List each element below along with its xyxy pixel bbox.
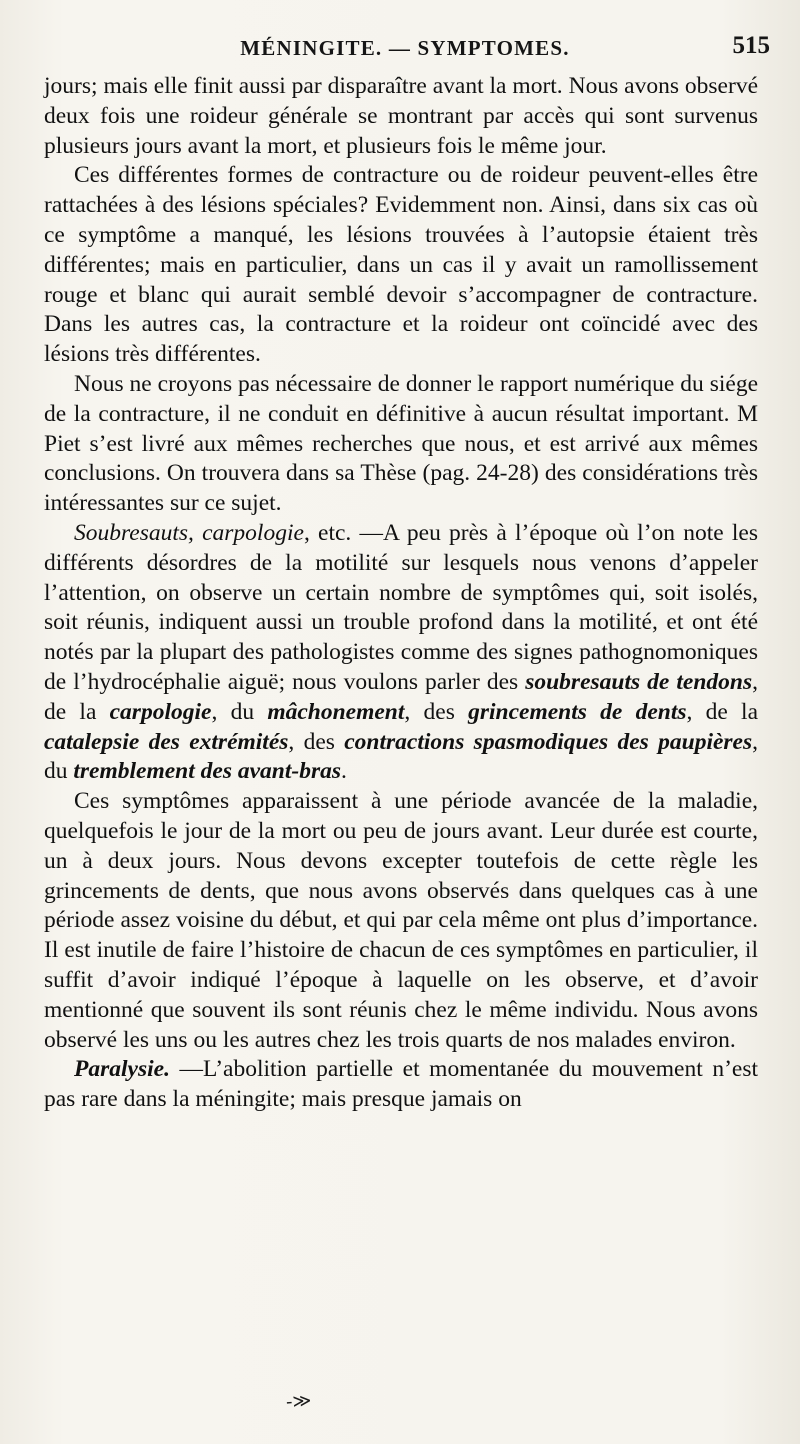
body-text: [44, 72, 758, 1115]
emphasis-carpologie: carpologie: [109, 698, 212, 725]
emphasis-soubresauts: soubresauts de tendons: [525, 668, 753, 695]
section-lead-paralysie: Paralysie.: [74, 1056, 170, 1083]
paragraph-4-text-4: , des: [404, 698, 469, 725]
paragraph-3: [44, 370, 758, 519]
page-header: [40, 30, 770, 70]
paragraph-3-text: Nous ne croyons pas nécessaire de donner le rapport numérique du siége de la contracture, il ne conduit en définitive à aucun résultat important. M Piet s’est livré aux mêmes recherches que nous, et est arrivé aux mêmes conclusions. On trouvera dans sa Thèse (pag. 24-28) des considérations très intéressantes sur ce sujet.: [44, 370, 758, 517]
paragraph-4-text-7: , du: [44, 728, 758, 785]
paragraph-6-text: —L’abolition partielle et momentanée du mouvement n’est pas rare dans la méningite; mais presque jamais on: [44, 1056, 758, 1113]
paragraph-4-text-8: .: [341, 758, 347, 785]
paragraph-4-text-6: , des: [288, 728, 345, 755]
paragraph-6: [44, 1055, 758, 1115]
emphasis-contractions: contractions spasmodiques des paupières: [344, 728, 753, 755]
paragraph-5-text: Ces symptômes apparaissent à une période avancée de la maladie, quelquefois le jour de la mort ou peu de jours avant. Leur durée est courte, un à deux jours. Nous devons excepter toutefois de cette règle les grincements de dents, que nous avons observés dans quelques cas à une période assez voisine du début, et qui par cela même ont plus d’importance. Il est inutile de faire l’histoire de chacun de ces symptômes en particulier, il suffit d’avoir indiqué l’époque à laquelle on les observe, et d’avoir mentionné que souvent ils sont réunis chez le même individu. Nous avons observé les uns ou les autres chez les trois quarts de nos malades environ.: [44, 788, 758, 1053]
paragraph-4-text-3: , du: [211, 698, 268, 725]
paragraph-4-text-5: , de la: [686, 698, 758, 725]
section-lead-soubresauts: Soubresauts, carpologie: [74, 519, 304, 546]
printer-ornament: -≫: [285, 1390, 313, 1413]
emphasis-tremblement: tremblement des avant-bras: [73, 758, 341, 785]
paragraph-4-text-1: , etc. —A peu près à l’époque où l’on note les différents désordres de la motilité sur lesquels nous venons d’appeler l’attention, on observe un certain nombre de symptômes qui, soit isolés, soit réunis, indiquent aussi un trouble profond dans la motilité, et ont été notés par la plupart des pathologistes comme des signes pathognomoniques de l’hydrocéphalie aiguë; nous voulons parler des: [44, 519, 759, 695]
emphasis-catalepsie: catalepsie des extrémités: [44, 728, 289, 755]
paragraph-1-text: jours; mais elle finit aussi par disparaître avant la mort. Nous avons observé deux fois une roideur générale se montrant par accès qui sont survenus plusieurs jours avant la mort, et plusieurs fois le même jour.: [44, 73, 758, 159]
page-number: 515: [732, 32, 770, 59]
paragraph-4: [44, 519, 758, 787]
paragraph-1: [44, 72, 758, 161]
paragraph-4-text-2: , de la: [44, 668, 758, 725]
emphasis-grincements: grincements de dents: [468, 698, 687, 725]
paragraph-2: [44, 161, 758, 370]
emphasis-machonement: mâchonement: [267, 698, 405, 725]
running-head: MÉNINGITE. — SYMPTOMES.: [240, 36, 570, 60]
paragraph-5: [44, 787, 758, 1055]
paragraph-2-text: Ces différentes formes de contracture ou de roideur peuvent-elles être rattachées à des lésions spéciales? Evidemment non. Ainsi, dans six cas où ce symptôme a manqué, les lésions trouvées à l’autopsie étaient très différentes; mais en particulier, dans un cas il y avait un ramollissement rouge et blanc qui aurait semblé devoir s’accompagner de contracture. Dans les autres cas, la contracture et la roideur ont coïncidé avec des lésions très différentes.: [44, 162, 758, 368]
